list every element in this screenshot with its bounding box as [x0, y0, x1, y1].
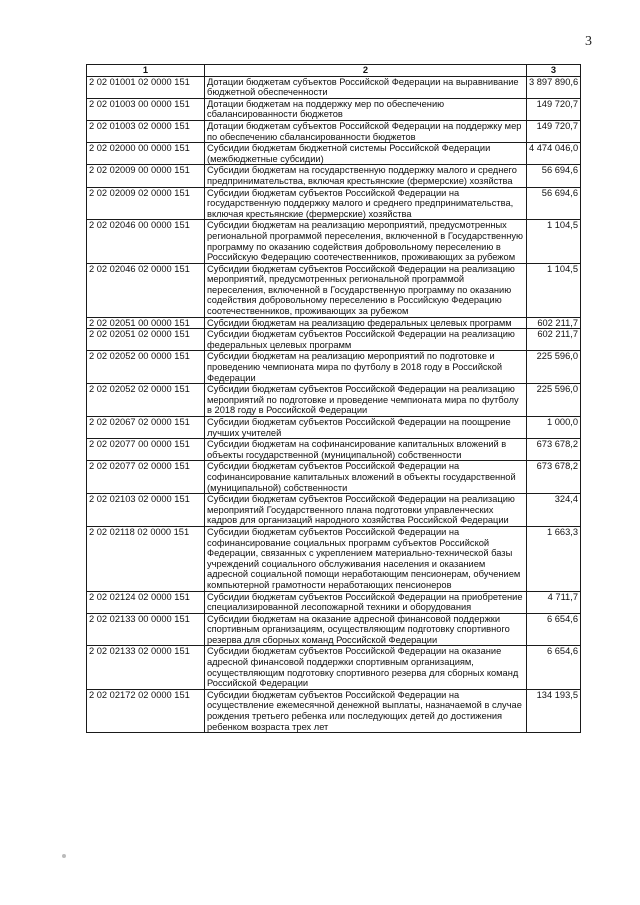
table-row [87, 98, 581, 120]
budget-code-cell: 2 02 02051 00 0000 151 [87, 317, 205, 329]
table-row [87, 263, 581, 317]
description-cell: Субсидии бюджетам субъектов Российской Федерации на реализацию мероприятий Государственного плана подготовки управленческих кадров для организаций народного хозяйства Российской Федерации [205, 494, 527, 527]
amount-cell: 1 104,5 [527, 220, 581, 263]
scan-speck [62, 854, 66, 858]
table-row [87, 613, 581, 646]
amount-cell: 673 678,2 [527, 439, 581, 461]
table-row [87, 143, 581, 165]
budget-code-cell: 2 02 02067 02 0000 151 [87, 417, 205, 439]
table-row [87, 494, 581, 527]
table-row [87, 526, 581, 591]
description-cell: Субсидии бюджетам субъектов Российской Федерации на реализацию федеральных целевых программ [205, 329, 527, 351]
description-cell: Субсидии бюджетам на реализацию мероприятий, предусмотренных региональной программой переселения, включенной в Государственную программу по оказанию содействия добровольному переселению в Российскую Федерацию соотечественников, проживающих за рубежом [205, 220, 527, 263]
amount-cell: 56 694,6 [527, 187, 581, 220]
budget-code-cell: 2 02 02052 02 0000 151 [87, 384, 205, 417]
amount-cell: 1 663,3 [527, 526, 581, 591]
budget-code-cell: 2 02 02046 00 0000 151 [87, 220, 205, 263]
table-row [87, 329, 581, 351]
column-header-amount: 3 [527, 65, 581, 77]
amount-cell: 149 720,7 [527, 120, 581, 142]
budget-code-cell: 2 02 02009 00 0000 151 [87, 165, 205, 187]
budget-code-cell: 2 02 02000 00 0000 151 [87, 143, 205, 165]
table-body [87, 76, 581, 733]
column-header-code: 1 [87, 65, 205, 77]
amount-cell: 134 193,5 [527, 689, 581, 732]
budget-code-cell: 2 02 02046 02 0000 151 [87, 263, 205, 317]
description-cell: Дотации бюджетам субъектов Российской Федерации на поддержку мер по обеспечению сбалансированности бюджетов [205, 120, 527, 142]
amount-cell: 225 596,0 [527, 351, 581, 384]
description-cell: Субсидии бюджетам субъектов Российской Федерации на софинансирование социальных программ субъектов Российской Федерации, связанных с укреплением материально-технической базы учреждений социального обслуживания населения и оказанием адресной социальной помощи неработающим пенсионерам, обучением компьютерной грамотности неработающих пенсионеров [205, 526, 527, 591]
table-row [87, 591, 581, 613]
amount-cell: 602 211,7 [527, 317, 581, 329]
table-row [87, 461, 581, 494]
description-cell: Субсидии бюджетам субъектов Российской Федерации на софинансирование капитальных вложений в объекты государственной (муниципальной) собственности [205, 461, 527, 494]
amount-cell: 6 654,6 [527, 613, 581, 646]
description-cell: Субсидии бюджетам бюджетной системы Российской Федерации (межбюджетные субсидии) [205, 143, 527, 165]
amount-cell: 4 474 046,0 [527, 143, 581, 165]
table-row [87, 165, 581, 187]
table-row [87, 220, 581, 263]
budget-code-cell: 2 02 01003 00 0000 151 [87, 98, 205, 120]
amount-cell: 324,4 [527, 494, 581, 527]
budget-code-cell: 2 02 02172 02 0000 151 [87, 689, 205, 732]
description-cell: Дотации бюджетам на поддержку мер по обеспечению сбалансированности бюджетов [205, 98, 527, 120]
amount-cell: 225 596,0 [527, 384, 581, 417]
table-row [87, 76, 581, 98]
budget-code-cell: 2 02 01003 02 0000 151 [87, 120, 205, 142]
amount-cell: 6 654,6 [527, 646, 581, 689]
table-row [87, 187, 581, 220]
description-cell: Дотации бюджетам субъектов Российской Федерации на выравнивание бюджетной обеспеченности [205, 76, 527, 98]
budget-code-cell: 2 02 02051 02 0000 151 [87, 329, 205, 351]
budget-code-cell: 2 02 02118 02 0000 151 [87, 526, 205, 591]
table-row [87, 646, 581, 689]
column-header-description: 2 [205, 65, 527, 77]
description-cell: Субсидии бюджетам на реализацию федеральных целевых программ [205, 317, 527, 329]
description-cell: Субсидии бюджетам на оказание адресной финансовой поддержки спортивным организациям, осуществляющим подготовку спортивного резерва для сборных команд Российской Федерации [205, 613, 527, 646]
amount-cell: 1 000,0 [527, 417, 581, 439]
description-cell: Субсидии бюджетам субъектов Российской Федерации на поощрение лучших учителей [205, 417, 527, 439]
description-cell: Субсидии бюджетам на государственную поддержку малого и среднего предпринимательства, включая крестьянские (фермерские) хозяйства [205, 165, 527, 187]
page-number: 3 [585, 34, 592, 49]
description-cell: Субсидии бюджетам субъектов Российской Федерации на приобретение специализированной лесопожарной техники и оборудования [205, 591, 527, 613]
description-cell: Субсидии бюджетам субъектов Российской Федерации на государственную поддержку малого и среднего предпринимательства, включая крестьянские (фермерские) хозяйства [205, 187, 527, 220]
budget-code-cell: 2 02 01001 02 0000 151 [87, 76, 205, 98]
budget-code-cell: 2 02 02133 02 0000 151 [87, 646, 205, 689]
table-row [87, 689, 581, 732]
budget-code-cell: 2 02 02133 00 0000 151 [87, 613, 205, 646]
description-cell: Субсидии бюджетам на реализацию мероприятий по подготовке и проведению чемпионата мира по футболу в 2018 году в Российской Федерации [205, 351, 527, 384]
table-row [87, 351, 581, 384]
amount-cell: 1 104,5 [527, 263, 581, 317]
table-row [87, 439, 581, 461]
budget-code-cell: 2 02 02077 02 0000 151 [87, 461, 205, 494]
description-cell: Субсидии бюджетам субъектов Российской Федерации на реализацию мероприятий, предусмотренных региональной программой переселения, включенной в Государственную программу по оказанию содействия добровольному переселению в Российскую Федерацию соотечественников, проживающих за рубежом [205, 263, 527, 317]
budget-code-cell: 2 02 02124 02 0000 151 [87, 591, 205, 613]
table-header-row [87, 65, 581, 77]
budget-code-cell: 2 02 02103 02 0000 151 [87, 494, 205, 527]
budget-code-cell: 2 02 02052 00 0000 151 [87, 351, 205, 384]
description-cell: Субсидии бюджетам субъектов Российской Федерации на реализацию мероприятий по подготовке и проведение чемпионата мира по футболу в 2018 году в Российской Федерации [205, 384, 527, 417]
table-row [87, 384, 581, 417]
amount-cell: 4 711,7 [527, 591, 581, 613]
table-row [87, 317, 581, 329]
budget-code-cell: 2 02 02077 00 0000 151 [87, 439, 205, 461]
amount-cell: 602 211,7 [527, 329, 581, 351]
description-cell: Субсидии бюджетам субъектов Российской Федерации на осуществление ежемесячной денежной выплаты, назначаемой в случае рождения третьего ребенка или последующих детей до достижения ребенком возраста трех лет [205, 689, 527, 732]
table-row [87, 417, 581, 439]
budget-code-cell: 2 02 02009 02 0000 151 [87, 187, 205, 220]
description-cell: Субсидии бюджетам на софинансирование капитальных вложений в объекты государственной (муниципальной) собственности [205, 439, 527, 461]
amount-cell: 3 897 890,6 [527, 76, 581, 98]
amount-cell: 149 720,7 [527, 98, 581, 120]
amount-cell: 673 678,2 [527, 461, 581, 494]
description-cell: Субсидии бюджетам субъектов Российской Федерации на оказание адресной финансовой поддержки спортивным организациям, осуществляющим подготовку спортивного резерва для сборных команд Российской Федерации [205, 646, 527, 689]
amount-cell: 56 694,6 [527, 165, 581, 187]
table-row [87, 120, 581, 142]
budget-revenue-table [86, 64, 581, 733]
